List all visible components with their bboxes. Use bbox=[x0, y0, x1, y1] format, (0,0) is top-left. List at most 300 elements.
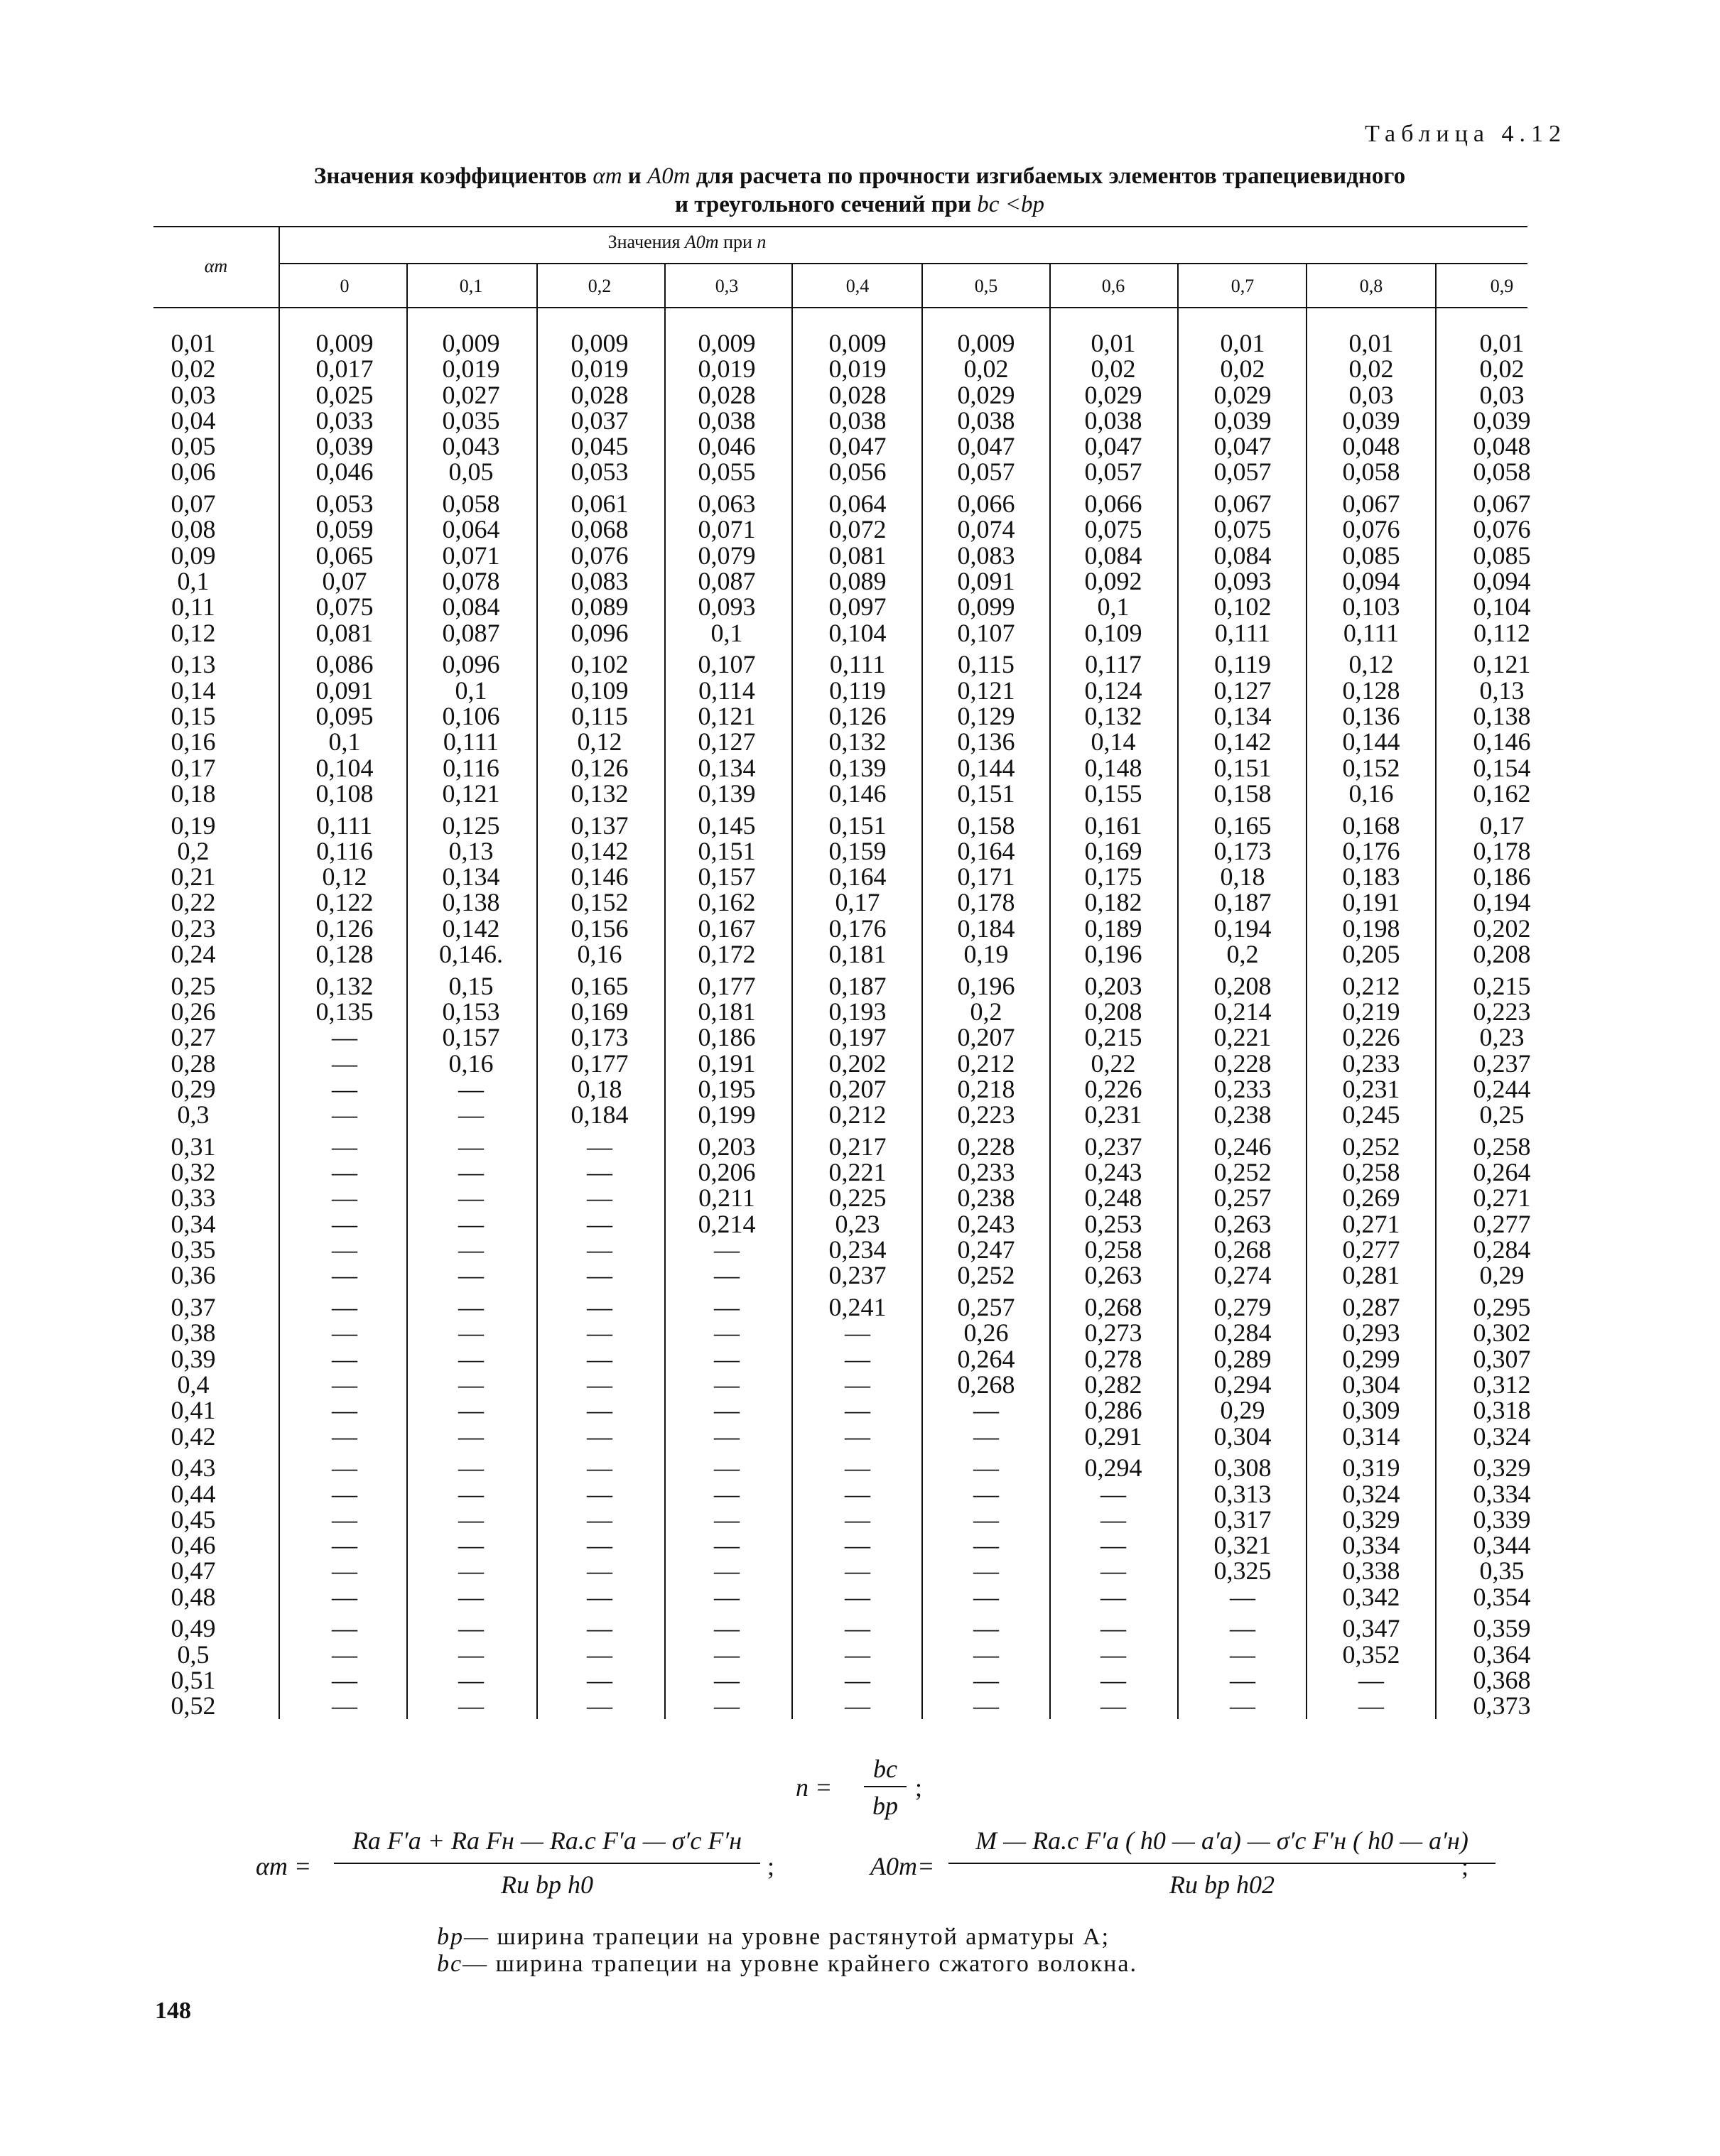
column-header: 0,9 bbox=[1490, 276, 1514, 296]
table-cell: 0,211 bbox=[698, 1183, 755, 1213]
table-cell: — bbox=[587, 1582, 612, 1611]
table-cell: 0,107 bbox=[957, 618, 1015, 647]
table-cell: 0,009 bbox=[957, 329, 1015, 357]
table-cell: — bbox=[332, 1261, 357, 1290]
table-cell: 0,127 bbox=[698, 727, 756, 757]
table-cell: 0,18 bbox=[577, 1074, 622, 1103]
table-cell: 0,1 bbox=[455, 676, 487, 705]
table-cell: 0,047 bbox=[957, 432, 1015, 461]
value-column bbox=[539, 330, 660, 1725]
table-cell: 0,067 bbox=[1473, 489, 1531, 519]
table-cell: — bbox=[332, 1158, 357, 1187]
table-cell: 0,142 bbox=[442, 914, 500, 943]
table-cell: 0,2 bbox=[970, 997, 1002, 1026]
table-cell: — bbox=[332, 1479, 357, 1508]
table-cell: — bbox=[332, 1209, 357, 1238]
table-cell: 0,199 bbox=[698, 1100, 756, 1130]
row-label-cell: 0,12 bbox=[171, 618, 216, 647]
table-cell: 0,206 bbox=[698, 1158, 756, 1187]
table-cell: 0,324 bbox=[1473, 1421, 1531, 1451]
table-cell: 0,17 bbox=[1479, 811, 1525, 840]
table-cell: — bbox=[332, 1318, 357, 1348]
table-cell: 0,111 bbox=[829, 650, 886, 679]
table-cell: 0,009 bbox=[570, 329, 629, 357]
table-cell: 0,151 bbox=[698, 836, 756, 865]
table-cell: 0,108 bbox=[315, 779, 374, 808]
table-cell: — bbox=[714, 1370, 740, 1399]
table-cell: 0,037 bbox=[570, 406, 629, 435]
table-cell: 0,146 bbox=[570, 862, 629, 892]
table-cell: — bbox=[458, 1370, 484, 1399]
table-cell: 0,076 bbox=[1342, 515, 1400, 544]
column-header: 0,3 bbox=[715, 276, 739, 296]
table-cell: 0,208 bbox=[1473, 940, 1531, 968]
table-cell: — bbox=[845, 1691, 870, 1721]
table-cell: 0,103 bbox=[1342, 592, 1400, 622]
table-cell: — bbox=[845, 1640, 870, 1669]
table-cell: 0,028 bbox=[828, 380, 887, 409]
table-cell: 0,12 bbox=[1348, 650, 1394, 679]
table-cell: — bbox=[1230, 1582, 1255, 1611]
table-cell: 0,019 bbox=[570, 354, 629, 384]
table-cell: 0,009 bbox=[828, 329, 887, 357]
table-cell: 0,132 bbox=[315, 971, 374, 1000]
table-cell: 0,058 bbox=[1473, 457, 1531, 487]
row-label-cell: 0,01 bbox=[171, 329, 216, 357]
table-cell: — bbox=[587, 1396, 612, 1425]
table-cell: 0,119 bbox=[829, 676, 886, 705]
table-cell: 0,246 bbox=[1213, 1132, 1272, 1161]
table-cell: 0,281 bbox=[1342, 1261, 1400, 1290]
table-cell: 0,045 bbox=[570, 432, 629, 461]
table-cell: — bbox=[845, 1421, 870, 1451]
table-cell: 0,359 bbox=[1473, 1614, 1531, 1643]
table-cell: 0,215 bbox=[1473, 971, 1531, 1000]
table-cell: 0,171 bbox=[957, 862, 1015, 892]
column-separator bbox=[664, 264, 666, 1719]
table-cell: — bbox=[714, 1235, 740, 1264]
table-cell: — bbox=[1100, 1479, 1126, 1508]
table-cell: 0,162 bbox=[1473, 779, 1531, 808]
table-cell: 0,168 bbox=[1342, 811, 1400, 840]
table-cell: 0,352 bbox=[1342, 1640, 1400, 1669]
table-cell: 0,207 bbox=[828, 1074, 887, 1103]
table-cell: — bbox=[458, 1318, 484, 1348]
table-cell: — bbox=[587, 1370, 612, 1399]
table-cell: 0,293 bbox=[1342, 1318, 1400, 1348]
table-cell: 0,228 bbox=[1213, 1049, 1272, 1078]
table-cell: 0,175 bbox=[1084, 862, 1142, 892]
table-cell: 0,106 bbox=[442, 701, 500, 730]
table-cell: — bbox=[1100, 1614, 1126, 1643]
table-cell: 0,18 bbox=[1220, 862, 1265, 892]
table-cell: 0,176 bbox=[828, 914, 887, 943]
table-cell: 0,02 bbox=[1091, 354, 1136, 384]
table-cell: 0,109 bbox=[1084, 618, 1142, 647]
table-cell: — bbox=[332, 1344, 357, 1373]
table-cell: 0,284 bbox=[1213, 1318, 1272, 1348]
table-cell: 0,079 bbox=[698, 541, 756, 570]
table-cell: 0,075 bbox=[315, 592, 374, 622]
table-cell: 0,231 bbox=[1342, 1074, 1400, 1103]
column-separator bbox=[1049, 264, 1051, 1719]
row-label-cell: 0,19 bbox=[171, 811, 216, 840]
table-cell: 0,329 bbox=[1473, 1453, 1531, 1483]
table-cell: — bbox=[1100, 1640, 1126, 1669]
table-cell: 0,01 bbox=[1348, 329, 1394, 357]
table-cell: 0,091 bbox=[315, 676, 374, 705]
value-column bbox=[411, 330, 531, 1725]
table-cell: 0,028 bbox=[570, 380, 629, 409]
table-cell: 0,128 bbox=[315, 940, 374, 968]
table-cell: 0,145 bbox=[698, 811, 756, 840]
table-cell: 0,309 bbox=[1342, 1396, 1400, 1425]
column-header: 0,7 bbox=[1230, 276, 1255, 296]
table-cell: 0,019 bbox=[698, 354, 756, 384]
table-cell: 0,039 bbox=[315, 432, 374, 461]
table-cell: — bbox=[973, 1421, 999, 1451]
table-cell: — bbox=[332, 1023, 357, 1052]
table-cell: 0,084 bbox=[442, 592, 500, 622]
table-cell: 0,271 bbox=[1342, 1209, 1400, 1238]
table-cell: — bbox=[714, 1505, 740, 1534]
table-cell: 0,186 bbox=[698, 1023, 756, 1052]
table-cell: 0,038 bbox=[698, 406, 756, 435]
table-cell: 0,01 bbox=[1091, 329, 1136, 357]
table-cell: 0,221 bbox=[1213, 1023, 1272, 1052]
table-cell: — bbox=[332, 1370, 357, 1399]
table-cell: — bbox=[458, 1505, 484, 1534]
table-cell: 0,125 bbox=[442, 811, 500, 840]
table-cell: 0,066 bbox=[1084, 489, 1142, 519]
table-cell: 0,081 bbox=[315, 618, 374, 647]
column-separator bbox=[1306, 264, 1307, 1719]
table-cell: — bbox=[845, 1582, 870, 1611]
table-cell: 0,05 bbox=[448, 457, 494, 487]
table-cell: 0,253 bbox=[1084, 1209, 1142, 1238]
table-cell: 0,368 bbox=[1473, 1665, 1531, 1694]
table-cell: 0,233 bbox=[1213, 1074, 1272, 1103]
table-cell: 0,269 bbox=[1342, 1183, 1400, 1213]
row-label-cell: 0,23 bbox=[171, 914, 216, 943]
table-cell: 0,284 bbox=[1473, 1235, 1531, 1264]
table-cell: 0,354 bbox=[1473, 1582, 1531, 1611]
table-cell: 0,085 bbox=[1342, 541, 1400, 570]
row-label-cell: 0,11 bbox=[171, 592, 215, 622]
row-label-cell: 0,43 bbox=[171, 1453, 216, 1483]
table-cell: — bbox=[973, 1453, 999, 1483]
table-cell: — bbox=[973, 1396, 999, 1425]
table-cell: — bbox=[1100, 1505, 1126, 1534]
row-label-cell: 0,38 bbox=[171, 1318, 216, 1348]
table-cell: 0,053 bbox=[570, 457, 629, 487]
table-cell: 0,117 bbox=[1085, 650, 1142, 679]
table-cell: — bbox=[587, 1318, 612, 1348]
column-separator bbox=[791, 264, 793, 1719]
table-cell: — bbox=[714, 1614, 740, 1643]
table-cell: 0,268 bbox=[957, 1370, 1015, 1399]
table-cell: — bbox=[845, 1453, 870, 1483]
table-cell: 0,129 bbox=[957, 701, 1015, 730]
legend-line-bc: bс— ширина трапеции на уровне крайнего сжатого волокна. bbox=[437, 1951, 1138, 1977]
table-cell: — bbox=[1100, 1691, 1126, 1721]
table-cell: 0,181 bbox=[828, 940, 887, 968]
table-cell: 0,257 bbox=[1213, 1183, 1272, 1213]
table-cell: 0,214 bbox=[1213, 997, 1272, 1026]
table-cell: 0,064 bbox=[442, 515, 500, 544]
table-cell: 0,252 bbox=[1342, 1132, 1400, 1161]
table-cell: 0,263 bbox=[1213, 1209, 1272, 1238]
row-label-cell: 0,02 bbox=[171, 354, 216, 384]
table-cell: 0,039 bbox=[1342, 406, 1400, 435]
table-cell: 0,223 bbox=[957, 1100, 1015, 1130]
table-cell: — bbox=[458, 1640, 484, 1669]
row-label-cell: 0,42 bbox=[171, 1421, 216, 1451]
row-label-cell: 0,16 bbox=[171, 727, 216, 757]
table-cell: 0,2 bbox=[1226, 940, 1259, 968]
table-cell: — bbox=[587, 1531, 612, 1560]
table-cell: 0,324 bbox=[1342, 1479, 1400, 1508]
table-cell: 0,089 bbox=[570, 592, 629, 622]
table-cell: — bbox=[973, 1556, 999, 1586]
table-cell: 0,139 bbox=[828, 753, 887, 782]
table-cell: 0,29 bbox=[1479, 1261, 1525, 1290]
table-cell: — bbox=[1230, 1640, 1255, 1669]
row-label-cell: 0,46 bbox=[171, 1531, 216, 1560]
table-cell: 0,058 bbox=[442, 489, 500, 519]
table-cell: 0,274 bbox=[1213, 1261, 1272, 1290]
table-cell: 0,057 bbox=[1084, 457, 1142, 487]
table-cell: — bbox=[587, 1183, 612, 1213]
table-cell: — bbox=[332, 1183, 357, 1213]
table-cell: — bbox=[332, 1453, 357, 1483]
table-cell: 0,25 bbox=[1479, 1100, 1525, 1130]
table-cell: 0,173 bbox=[570, 1023, 629, 1052]
table-cell: 0,258 bbox=[1084, 1235, 1142, 1264]
row-label-cell: 0,22 bbox=[171, 888, 216, 917]
table-cell: 0,096 bbox=[442, 650, 500, 679]
table-cell: 0,136 bbox=[1342, 701, 1400, 730]
table-cell: 0,177 bbox=[698, 971, 756, 1000]
table-cell: 0,279 bbox=[1213, 1293, 1272, 1322]
header-group-rule bbox=[278, 263, 1527, 264]
table-cell: 0,114 bbox=[698, 676, 755, 705]
table-cell: 0,228 bbox=[957, 1132, 1015, 1161]
formula-alpha: αт = Rа F′а + Rа Fн — Rа.с F′а — σ′с F′н Rи bр h0 ; bbox=[256, 1826, 775, 1899]
table-cell: — bbox=[458, 1665, 484, 1694]
table-cell: — bbox=[714, 1453, 740, 1483]
table-cell: 0,178 bbox=[957, 888, 1015, 917]
row-label-cell: 0,49 bbox=[171, 1614, 216, 1643]
table-cell: 0,048 bbox=[1473, 432, 1531, 461]
table-cell: — bbox=[1100, 1665, 1126, 1694]
table-cell: 0,176 bbox=[1342, 836, 1400, 865]
table-cell: 0,111 bbox=[316, 811, 373, 840]
table-cell: 0,132 bbox=[828, 727, 887, 757]
table-cell: 0,047 bbox=[1213, 432, 1272, 461]
row-label-cell: 0,2 bbox=[177, 836, 210, 865]
table-cell: 0,104 bbox=[315, 753, 374, 782]
table-cell: 0,325 bbox=[1213, 1556, 1272, 1586]
table-cell: — bbox=[332, 1640, 357, 1669]
table-cell: 0,29 bbox=[1220, 1396, 1265, 1425]
table-cell: 0,243 bbox=[957, 1209, 1015, 1238]
table-cell: 0,233 bbox=[957, 1158, 1015, 1187]
value-column bbox=[1311, 330, 1432, 1725]
table-cell: 0,186 bbox=[1473, 862, 1531, 892]
table-cell: 0,151 bbox=[1213, 753, 1272, 782]
table-cell: 0,122 bbox=[315, 888, 374, 917]
table-label: Таблица 4.12 bbox=[1365, 121, 1567, 147]
table-cell: — bbox=[973, 1691, 999, 1721]
row-label-cell: 0,07 bbox=[171, 489, 216, 519]
table-cell: — bbox=[714, 1318, 740, 1348]
table-cell: 0,26 bbox=[963, 1318, 1009, 1348]
table-cell: 0,025 bbox=[315, 380, 374, 409]
table-cell: 0,16 bbox=[1348, 779, 1394, 808]
table-cell: 0,102 bbox=[1213, 592, 1272, 622]
value-column bbox=[666, 330, 787, 1725]
table-cell: — bbox=[845, 1344, 870, 1373]
title-text-1: Значения коэффициентов bbox=[313, 163, 588, 189]
table-cell: 0,164 bbox=[828, 862, 887, 892]
table-cell: 0,273 bbox=[1084, 1318, 1142, 1348]
table-cell: 0,148 bbox=[1084, 753, 1142, 782]
table-cell: 0,282 bbox=[1084, 1370, 1142, 1399]
column-header: 0 bbox=[340, 276, 350, 296]
table-cell: — bbox=[458, 1209, 484, 1238]
table-cell: 0,161 bbox=[1084, 811, 1142, 840]
table-cell: — bbox=[587, 1640, 612, 1669]
table-cell: 0,067 bbox=[1342, 489, 1400, 519]
table-cell: 0,064 bbox=[828, 489, 887, 519]
table-cell: 0,132 bbox=[570, 779, 629, 808]
table-cell: 0,207 bbox=[957, 1023, 1015, 1052]
table-cell: — bbox=[587, 1132, 612, 1161]
table-cell: 0,159 bbox=[828, 836, 887, 865]
table-cell: — bbox=[1230, 1691, 1255, 1721]
table-cell: — bbox=[714, 1556, 740, 1586]
table-cell: 0,245 bbox=[1342, 1100, 1400, 1130]
table-cell: 0,1 bbox=[1097, 592, 1130, 622]
table-cell: 0,319 bbox=[1342, 1453, 1400, 1483]
table-cell: — bbox=[714, 1344, 740, 1373]
column-group-header: Значения A0т при n bbox=[607, 232, 767, 252]
table-cell: 0,072 bbox=[828, 515, 887, 544]
column-header: 0,6 bbox=[1101, 276, 1125, 296]
table-cell: 0,252 bbox=[957, 1261, 1015, 1290]
title-condition: bс <bр bbox=[977, 192, 1044, 217]
row-label-separator bbox=[278, 227, 280, 1719]
table-cell: — bbox=[458, 1531, 484, 1560]
row-label-cell: 0,06 bbox=[171, 457, 216, 487]
table-cell: 0,212 bbox=[828, 1100, 887, 1130]
table-cell: 0,347 bbox=[1342, 1614, 1400, 1643]
table-cell: — bbox=[332, 1396, 357, 1425]
row-label-cell: 0,28 bbox=[171, 1049, 216, 1078]
table-top-rule bbox=[153, 226, 1527, 227]
formula-a0t: A0т= M — Rа.с F′а ( h0 — a′а) — σ′с F′н ( h0 — a′н) Rи bр h02 ; bbox=[870, 1826, 1510, 1911]
table-cell: 0,277 bbox=[1473, 1209, 1531, 1238]
table-cell: 0,238 bbox=[1213, 1100, 1272, 1130]
table-cell: 0,221 bbox=[828, 1158, 887, 1187]
table-cell: 0,142 bbox=[570, 836, 629, 865]
table-cell: 0,203 bbox=[698, 1132, 756, 1161]
table-cell: — bbox=[458, 1158, 484, 1187]
table-cell: 0,009 bbox=[315, 329, 374, 357]
table-cell: — bbox=[714, 1396, 740, 1425]
column-separator bbox=[921, 264, 923, 1719]
table-cell: 0,134 bbox=[698, 753, 756, 782]
value-column bbox=[284, 330, 405, 1725]
table-cell: 0,119 bbox=[1214, 650, 1271, 679]
table-cell: — bbox=[458, 1582, 484, 1611]
title-and: и bbox=[627, 163, 642, 189]
row-label-cell: 0,21 bbox=[171, 862, 216, 892]
table-cell: 0,208 bbox=[1213, 971, 1272, 1000]
table-cell: 0,084 bbox=[1213, 541, 1272, 570]
table-cell: — bbox=[587, 1691, 612, 1721]
row-label-cell: 0,18 bbox=[171, 779, 216, 808]
table-cell: — bbox=[1358, 1691, 1384, 1721]
table-cell: — bbox=[458, 1293, 484, 1322]
table-cell: 0,208 bbox=[1084, 997, 1142, 1026]
table-cell: 0,029 bbox=[1213, 380, 1272, 409]
table-cell: 0,157 bbox=[442, 1023, 500, 1052]
table-cell: 0,243 bbox=[1084, 1158, 1142, 1187]
table-cell: 0,151 bbox=[828, 811, 887, 840]
table-cell: 0,234 bbox=[828, 1235, 887, 1264]
table-cell: 0,237 bbox=[1084, 1132, 1142, 1161]
table-cell: 0,153 bbox=[442, 997, 500, 1026]
table-cell: 0,13 bbox=[448, 836, 494, 865]
row-label-cell: 0,15 bbox=[171, 701, 216, 730]
table-cell: — bbox=[587, 1614, 612, 1643]
table-cell: 0,338 bbox=[1342, 1556, 1400, 1586]
table-cell: 0,226 bbox=[1342, 1023, 1400, 1052]
table-cell: 0,286 bbox=[1084, 1396, 1142, 1425]
table-cell: 0,152 bbox=[1342, 753, 1400, 782]
table-cell: 0,313 bbox=[1213, 1479, 1272, 1508]
table-cell: 0,264 bbox=[957, 1344, 1015, 1373]
table-cell: — bbox=[587, 1209, 612, 1238]
table-cell: 0,057 bbox=[957, 457, 1015, 487]
table-cell: 0,137 bbox=[570, 811, 629, 840]
column-separator bbox=[1435, 264, 1437, 1719]
table-cell: — bbox=[587, 1556, 612, 1586]
row-label-cell: 0,39 bbox=[171, 1344, 216, 1373]
value-column bbox=[1053, 330, 1174, 1725]
table-cell: 0,334 bbox=[1342, 1531, 1400, 1560]
table-cell: — bbox=[845, 1505, 870, 1534]
table-cell: — bbox=[714, 1261, 740, 1290]
table-cell: 0,126 bbox=[315, 914, 374, 943]
column-separator bbox=[536, 264, 538, 1719]
table-cell: — bbox=[458, 1183, 484, 1213]
table-cell: 0,019 bbox=[828, 354, 887, 384]
table-cell: 0,187 bbox=[828, 971, 887, 1000]
table-cell: — bbox=[845, 1665, 870, 1694]
table-cell: 0,151 bbox=[957, 779, 1015, 808]
row-label-cell: 0,1 bbox=[177, 567, 210, 596]
table-cell: — bbox=[973, 1582, 999, 1611]
table-cell: 0,329 bbox=[1342, 1505, 1400, 1534]
row-label-cell: 0,33 bbox=[171, 1183, 216, 1213]
header-bottom-rule bbox=[153, 307, 1527, 308]
table-cell: 0,146 bbox=[828, 779, 887, 808]
table-cell: 0,187 bbox=[1213, 888, 1272, 917]
table-cell: 0,134 bbox=[442, 862, 500, 892]
